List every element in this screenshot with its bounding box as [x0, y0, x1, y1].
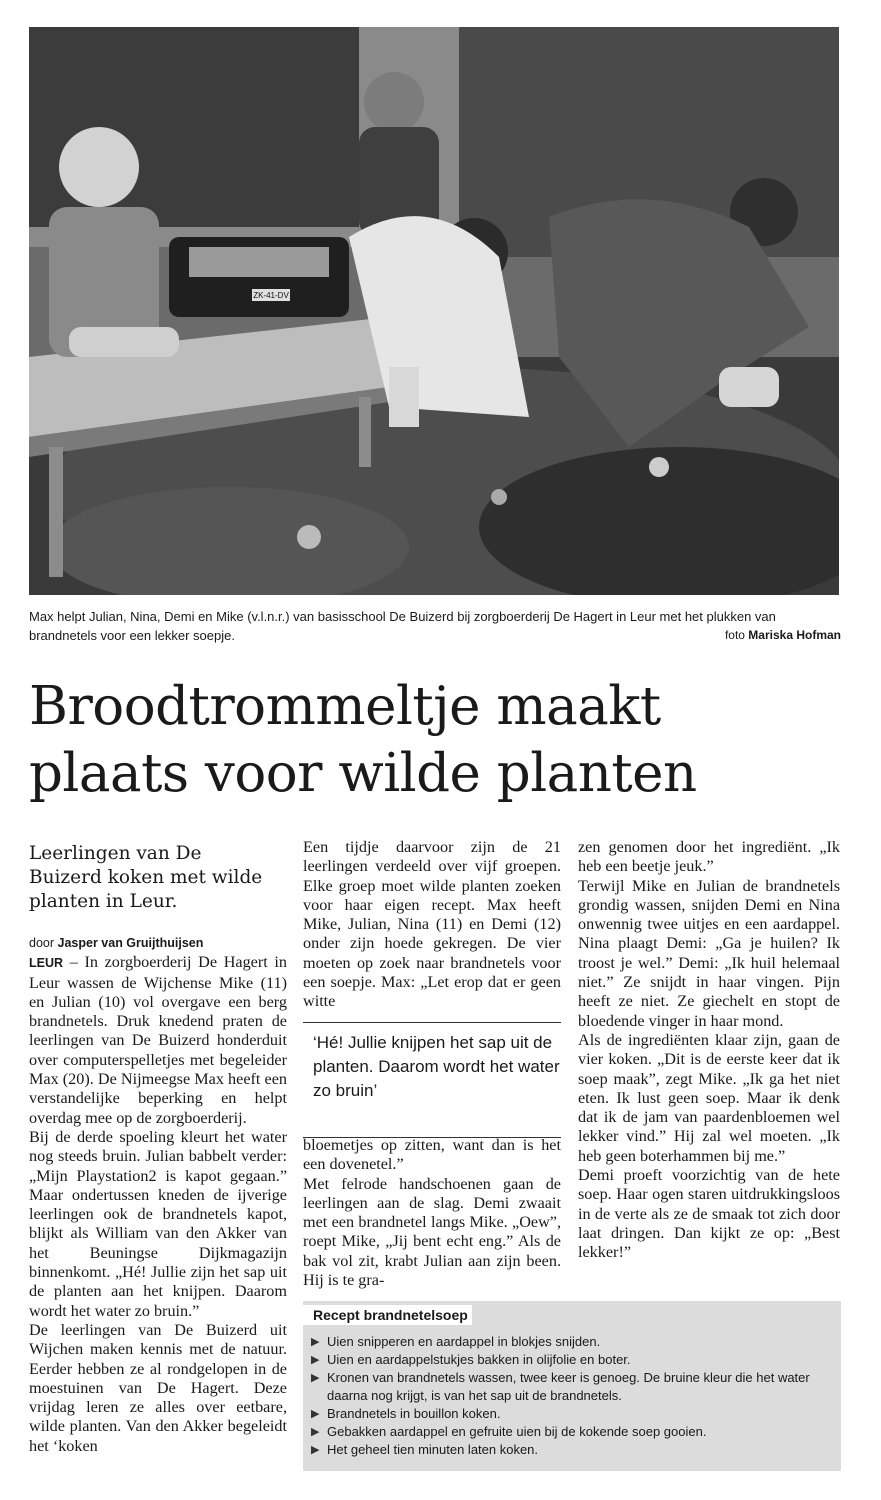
- byline-prefix: door: [29, 936, 55, 950]
- pull-quote: ‘Hé! Jullie knijpen het sap uit de planten. Daarom wordt het water zo bruin’: [303, 1022, 561, 1138]
- headline: [29, 673, 849, 807]
- recipe-step-text: Brandnetels in bouillon koken.: [327, 1406, 501, 1421]
- triangle-right-icon: ▶: [311, 1444, 320, 1456]
- paragraph: bloemetjes op zitten, want dan is het een dovenetel.”: [303, 1136, 561, 1174]
- headline-line2: plaats voor wilde planten: [29, 743, 697, 804]
- article-column-1: [29, 934, 287, 1456]
- recipe-step-text: Het geheel tien minuten laten koken.: [327, 1442, 539, 1457]
- photo-illustration: [29, 27, 839, 595]
- paragraph: Een tijdje daarvoor zijn de 21 leerlingen verdeeld over vijf groepen. Elke groep moet wilde planten zoeken voor haar eigen recept. Max heeft Mike, Julian, Nina (11) en Demi (12) onder zijn hoede gekregen. De vier moeten op zoek naar brandnetels voor een soepje. Max: „Let erop dat er geen witte: [303, 838, 561, 1011]
- dateline: LEUR: [29, 956, 64, 971]
- car-plate-text: ZK-41-DV: [253, 291, 289, 300]
- byline-author: Jasper van Gruijthuijsen: [57, 936, 204, 950]
- headline-line1: Broodtrommeltje maakt: [29, 676, 661, 737]
- article-column-3: [578, 838, 840, 1263]
- triangle-right-icon: ▶: [311, 1426, 320, 1438]
- recipe-step: [311, 1423, 831, 1441]
- recipe-step-text: Gebakken aardappel en gefruite uien bij de kokende soep gooien.: [327, 1424, 707, 1439]
- recipe-step: [311, 1369, 831, 1405]
- paragraph: Met felrode handschoenen gaan de leerlingen aan de slag. Demi zwaait met een brandnetel langs Mike. „Oew”, roept Mike, „Jij bent echt eng.” Als de bak vol zit, krabt Julian aan zijn been. Hij is te gra-: [303, 1174, 561, 1290]
- recipe-box: [303, 1301, 841, 1471]
- credit-name: Mariska Hofman: [748, 628, 841, 642]
- photo-caption: [29, 607, 841, 645]
- credit-prefix: foto: [724, 628, 745, 642]
- triangle-right-icon: ▶: [311, 1354, 320, 1366]
- caption-text: Max helpt Julian, Nina, Demi en Mike (v.l.n.r.) van basisschool De Buizerd bij zorgboerderij De Hagert in Leur met het plukken van brandnetels voor een lekker soepje.: [29, 609, 776, 643]
- paragraph: Als de ingrediënten klaar zijn, gaan de vier koken. „Dit is de eerste keer dat ik soep maak”, zegt Mike. „Ik ga het niet eten. Ik lust geen soep. Maar ik denk dat ik de jam van paardenbloemen wel lekker vind.” Hij zal wel moeten. „Ik heb geen boterhammen bij me.”: [578, 1030, 840, 1165]
- recipe-step-text: Uien en aardappelstukjes bakken in olijfolie en boter.: [327, 1352, 631, 1367]
- article-photo: [29, 27, 839, 595]
- recipe-step: [311, 1405, 831, 1423]
- article-column-2: [303, 838, 561, 1012]
- paragraph-text: – In zorgboerderij De Hagert in Leur wassen de Wijchense Mike (11) en Julian (10) vol overgave een berg brandnetels. Druk knedend praten de leerlingen van De Buizerd honderduit over computerspelletjes met begeleider Max (20). De Nijmeegse Max heeft een verstandelijke beperking en helpt overdag mee op de zorgboerderij.: [29, 953, 287, 1127]
- article-column-2-continued: [303, 1136, 561, 1290]
- recipe-step-text: Uien snipperen en aardappel in blokjes snijden.: [327, 1334, 601, 1349]
- photo-credit: [725, 626, 841, 645]
- recipe-step: [311, 1351, 831, 1369]
- paragraph: [29, 953, 287, 1128]
- triangle-right-icon: ▶: [311, 1408, 320, 1420]
- subheadline: Leerlingen van De Buizerd koken met wilde planten in Leur.: [29, 843, 263, 912]
- recipe-steps: [303, 1333, 841, 1459]
- recipe-step: [311, 1333, 831, 1351]
- triangle-right-icon: ▶: [311, 1372, 320, 1384]
- paragraph: Terwijl Mike en Julian de brandnetels grondig wassen, snijden Demi en Nina onwennig twee uitjes en een aardappel. Nina plaagt Demi: „Ga je huilen? Ik troost je wel.” Demi: „Ik huil helemaal niet.” Ze snijdt in haar vingen. Pijn heeft ze niet. Ze giechelt en stopt de bloedende vinger in haar mond.: [578, 876, 840, 1030]
- recipe-step-text: Kronen van brandnetels wassen, twee keer is genoeg. De bruine kleur die het water daarna nog krijgt, is van het sap uit de brandnetels.: [327, 1370, 810, 1403]
- recipe-step: [311, 1441, 831, 1459]
- paragraph: zen genomen door het ingrediënt. „Ik heb een beetje jeuk.”: [578, 838, 840, 876]
- paragraph: De leerlingen van De Buizerd uit Wijchen maken kennis met de natuur. Eerder hebben ze al rondgelopen in de moestuinen van De Hagert. Deze vrijdag leren ze alles over eetbare, wilde planten. Van den Akker begeleidt het ‘koken: [29, 1320, 287, 1455]
- triangle-right-icon: ▶: [311, 1336, 320, 1348]
- paragraph: Bij de derde spoeling kleurt het water nog steeds bruin. Julian babbelt verder: „Mijn Playstation2 is kapot gegaan.” Maar ondertussen kneden de ijverige leerlingen ook de brandnetels kapot, blijkt als William van den Akker van het Beuningse Dijkmagazijn binnenkomt. „Hé! Jullie zijn het sap uit de planten aan het knijpen. Daarom wordt het water zo bruin.”: [29, 1127, 287, 1320]
- byline: [29, 934, 287, 953]
- recipe-title: Recept brandnetelsoep: [303, 1305, 472, 1325]
- paragraph: Demi proeft voorzichtig van de hete soep. Haar ogen staren uitdrukkingsloos in de verte als ze de smaak tot zich door laat dringen. Dan kijkt ze op: „Best lekker!”: [578, 1166, 840, 1262]
